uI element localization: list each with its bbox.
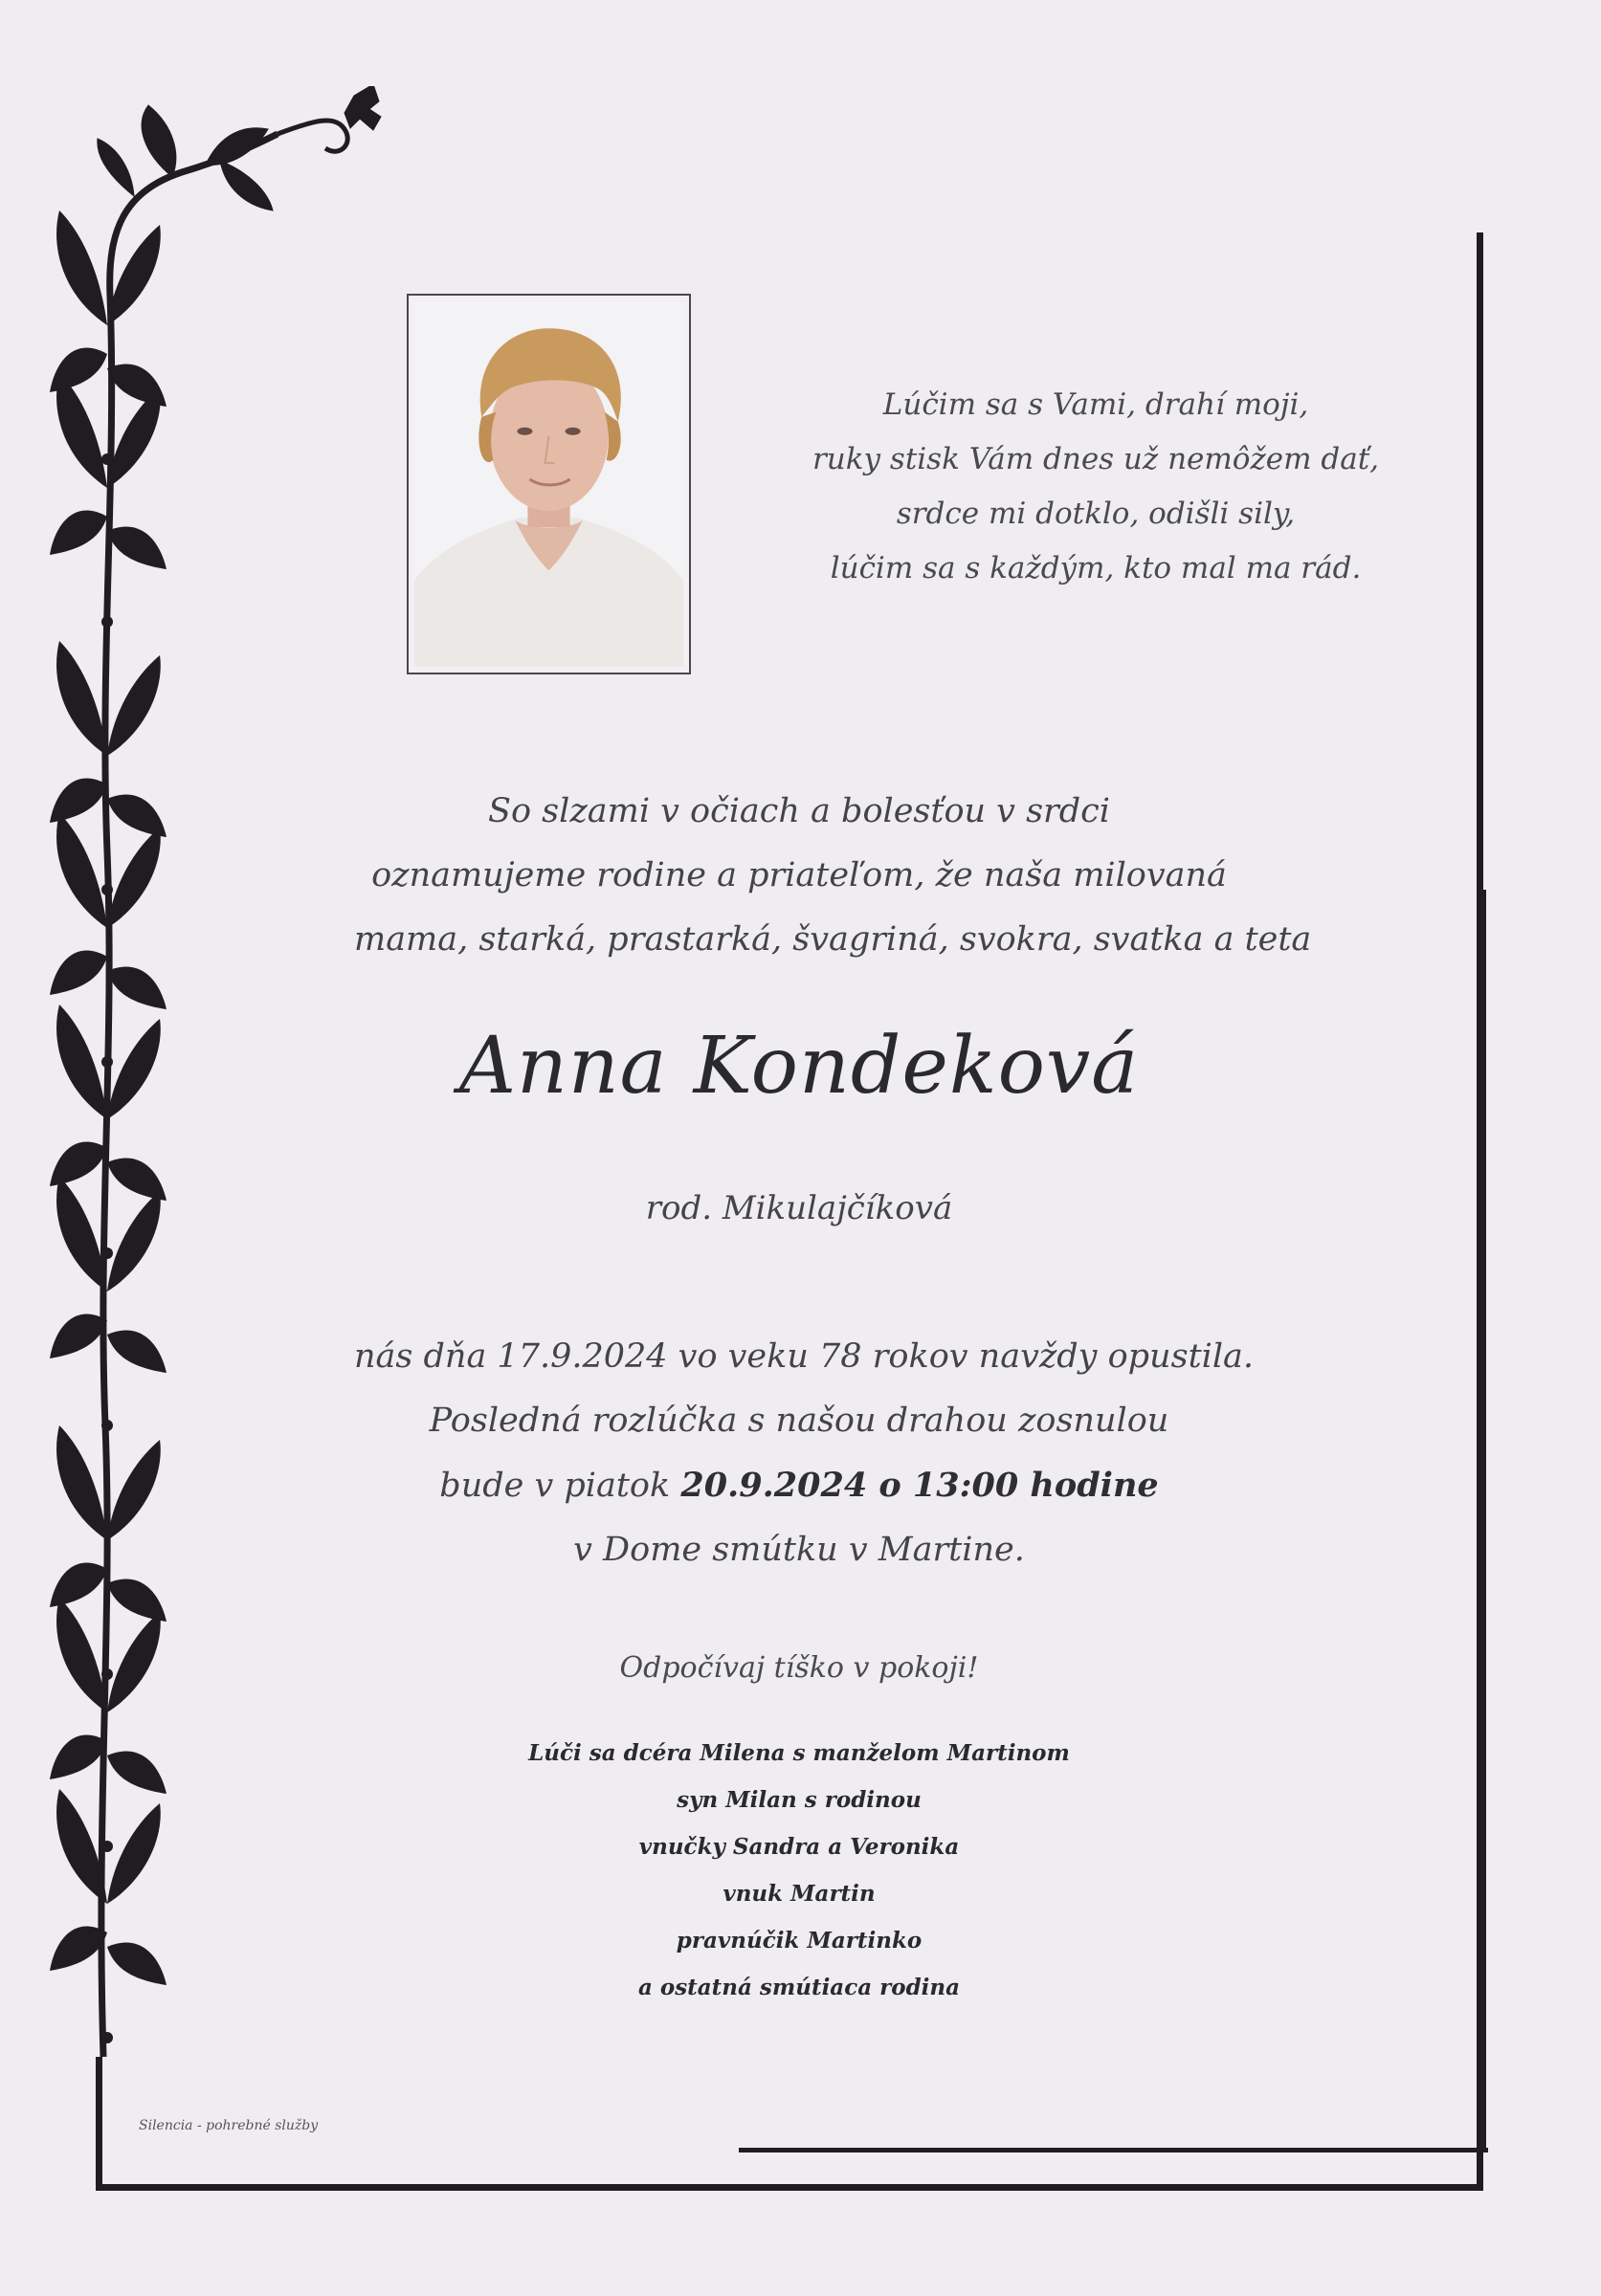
mourner-line: vnuk Martin xyxy=(723,1881,876,1907)
leaf-ornament xyxy=(50,779,107,823)
deceased-name: Anna Kondeková xyxy=(458,1021,1140,1112)
mourners-list xyxy=(498,1730,1101,2011)
leaf-ornament xyxy=(50,1314,107,1358)
funeral-location: v Dome smútku v Martine. xyxy=(573,1531,1025,1569)
poem-line: ruky stisk Vám dnes už nemôžem dať, xyxy=(812,442,1380,476)
poem-line: lúčim sa s každým, kto mal ma rád. xyxy=(830,551,1362,585)
farewell-poem xyxy=(804,378,1388,596)
leaf-ornament xyxy=(56,1004,107,1119)
intro-line: So slzami v očiach a bolesťou v srdci xyxy=(488,792,1110,830)
frame-inner-right-border xyxy=(1481,890,1486,2152)
intro-line: oznamujeme rodine a priateľom, že naša milovaná xyxy=(371,856,1227,894)
intro-line: mama, starká, prastarká, švagriná, svokra, svatka a teta xyxy=(354,920,1312,959)
vine-knot xyxy=(101,1056,113,1068)
leaf-ornament xyxy=(107,967,167,1009)
leaf-ornament xyxy=(107,1331,167,1373)
butterfly-icon xyxy=(345,86,381,130)
announcement-intro xyxy=(354,780,1312,972)
mourner-line: a ostatná smútiaca rodina xyxy=(637,1975,961,2000)
leaf-ornament xyxy=(107,1943,167,1985)
leaf-ornament xyxy=(107,1440,161,1540)
leaf-ornament xyxy=(56,813,107,928)
leaf-ornament xyxy=(50,951,107,995)
leaf-ornament xyxy=(56,1177,107,1292)
leaf-ornament xyxy=(107,1019,161,1119)
deceased-photo xyxy=(407,294,691,674)
funeral-day: bude v piatok xyxy=(439,1467,671,1505)
leaf-ornament xyxy=(107,1752,167,1794)
mourner-line: syn Milan s rodinou xyxy=(677,1787,922,1813)
leaf-ornament xyxy=(107,387,161,488)
funeral-service-credit: Silencia - pohrebné služby xyxy=(139,2118,319,2133)
portrait-image xyxy=(414,301,683,667)
leaf-ornament xyxy=(107,527,167,569)
leaf-ornament xyxy=(107,1612,161,1712)
funeral-datetime: 20.9.2024 o 13:00 hodine xyxy=(680,1466,1159,1505)
vine-knot xyxy=(101,453,113,465)
frame-inner-bottom-border xyxy=(739,2148,1488,2152)
leaf-ornament xyxy=(107,828,161,928)
vine-knot xyxy=(101,884,113,895)
funeral-announcement xyxy=(354,1325,1255,1582)
leaf-ornament xyxy=(50,1735,107,1779)
mourner-line: pravnúčik Martinko xyxy=(676,1928,923,1954)
leaf-ornament xyxy=(56,373,107,488)
leaf-ornament xyxy=(50,1142,107,1186)
poem-line: Lúčim sa s Vami, drahí moji, xyxy=(882,387,1309,422)
vine-knot xyxy=(101,616,113,628)
maiden-name: rod. Mikulajčíková xyxy=(645,1189,953,1227)
vine-knot xyxy=(101,1668,113,1680)
leaf-ornament xyxy=(56,1425,107,1540)
vine-knot xyxy=(101,2032,113,2043)
farewell-line: Posledná rozlúčka s našou drahou zosnulou xyxy=(429,1402,1169,1440)
leaf-ornament xyxy=(107,1803,161,1904)
mourner-line: vnučky Sandra a Veronika xyxy=(638,1834,960,1860)
frame-bottom-border xyxy=(96,2184,1483,2191)
funeral-time-line xyxy=(354,1453,1244,1518)
rest-in-peace-line: Odpočívaj tíško v pokoji! xyxy=(619,1651,979,1685)
vine-knot xyxy=(101,1247,113,1259)
frame-left-border xyxy=(96,2057,102,2191)
leaf-ornament xyxy=(56,641,107,756)
vine-knot xyxy=(101,1420,113,1431)
leaf-ornament xyxy=(56,210,107,325)
death-date-line: nás dňa 17.9.2024 vo veku 78 rokov navždy opustila. xyxy=(354,1337,1255,1376)
leaf-ornament xyxy=(50,1563,107,1607)
leaf-ornament xyxy=(107,1191,161,1292)
poem-line: srdce mi dotklo, odišli sily, xyxy=(896,497,1296,531)
leaf-ornament xyxy=(56,1598,107,1712)
mourner-line: Lúči sa dcéra Milena s manželom Martinom xyxy=(528,1740,1070,1766)
leaf-ornament xyxy=(50,511,107,555)
leaf-ornament xyxy=(107,655,161,756)
vine-knot xyxy=(101,1841,113,1852)
